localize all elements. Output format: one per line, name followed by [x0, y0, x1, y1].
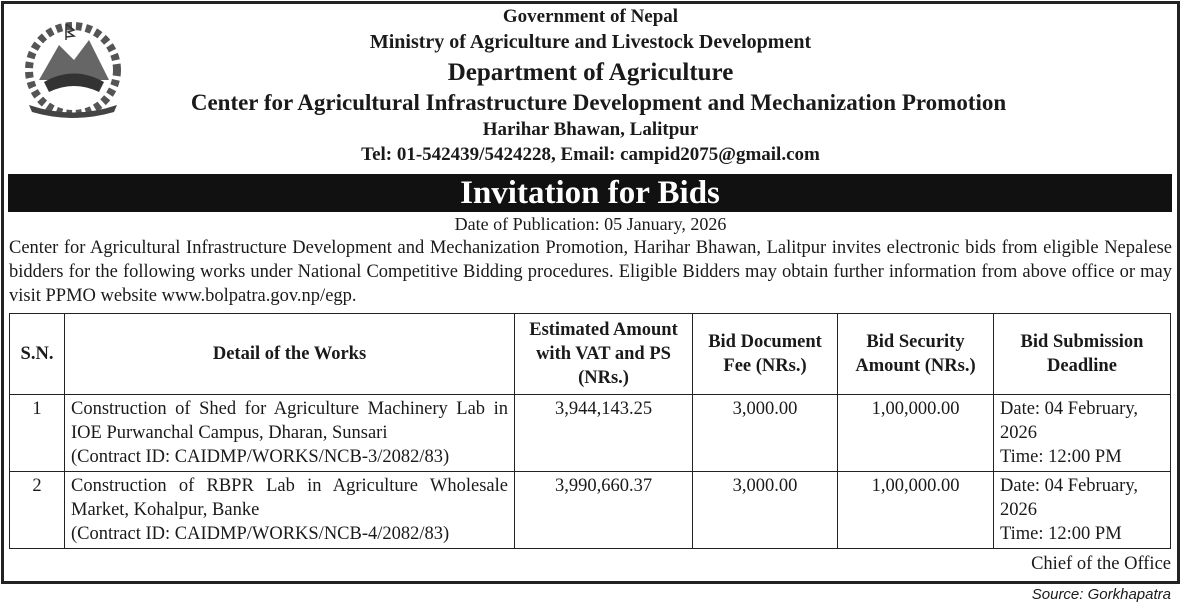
header-amount: Estimated Amount with VAT and PS (NRs.): [515, 314, 693, 395]
cell-work: [65, 395, 515, 472]
contract-id: (Contract ID: CAIDMP/WORKS/NCB-3/2082/83): [71, 447, 450, 467]
cell-sn: 1: [10, 395, 65, 472]
center-label: Center for Agricultural Infrastructure Development and Mechanization Promotion: [190, 90, 1007, 115]
ministry-label: Ministry of Agriculture and Livestock Development: [369, 31, 812, 53]
bids-table: [9, 313, 1171, 549]
cell-security: 1,00,000.00: [838, 395, 994, 472]
department-label: Department of Agriculture: [447, 59, 734, 86]
cell-work: [65, 472, 515, 549]
header-sn: S.N.: [10, 314, 65, 395]
address-label: Harihar Bhawan, Lalitpur: [482, 119, 699, 140]
deadline-date: Date: 04 February, 2026: [1000, 399, 1139, 443]
cell-amount: 3,990,660.37: [515, 472, 693, 549]
header-deadline: Bid Submission Deadline: [994, 314, 1171, 395]
work-text: Construction of Shed for Agriculture Machinery Lab in IOE Purwanchal Campus, Dharan, Sunsari: [71, 399, 508, 443]
intro-paragraph: Center for Agricultural Infrastructure Development and Mechanization Promotion, Harihar Bhawan, Lalitpur invites electronic bids from eligible Nepalese bidders for the following works under National Competitive Bidding procedures. Eligible Bidders may obtain further information from above office or may visit PPMO website www.bolpatra.gov.np/egp.: [9, 238, 1172, 306]
cell-deadline: [994, 395, 1171, 472]
publication-date: Date of Publication: 05 January, 2026: [454, 214, 727, 234]
header-security: Bid Security Amount (NRs.): [838, 314, 994, 395]
contact-label: Tel: 01-542439/5424228, Email: campid2075@gmail.com: [361, 144, 820, 165]
government-label: Government of Nepal: [502, 6, 679, 27]
header-fee: Bid Document Fee (NRs.): [693, 314, 838, 395]
table-row: [10, 472, 1171, 549]
deadline-date: Date: 04 February, 2026: [1000, 476, 1139, 520]
cell-fee: 3,000.00: [693, 472, 838, 549]
cell-fee: 3,000.00: [693, 395, 838, 472]
notice-title: Invitation for Bids: [8, 174, 1172, 212]
cell-sn: 2: [10, 472, 65, 549]
signature-label: Chief of the Office: [1031, 554, 1171, 574]
cell-security: 1,00,000.00: [838, 472, 994, 549]
contract-id: (Contract ID: CAIDMP/WORKS/NCB-4/2082/83): [71, 524, 450, 544]
work-text: Construction of RBPR Lab in Agriculture Wholesale Market, Kohalpur, Banke: [71, 476, 508, 520]
header-work: Detail of the Works: [65, 314, 515, 395]
deadline-time: Time: 12:00 PM: [1000, 524, 1122, 544]
source-label: Source: Gorkhapatra: [1031, 586, 1171, 603]
cell-deadline: [994, 472, 1171, 549]
table-header-row: [10, 314, 1171, 395]
cell-amount: 3,944,143.25: [515, 395, 693, 472]
deadline-time: Time: 12:00 PM: [1000, 447, 1122, 467]
table-row: [10, 395, 1171, 472]
